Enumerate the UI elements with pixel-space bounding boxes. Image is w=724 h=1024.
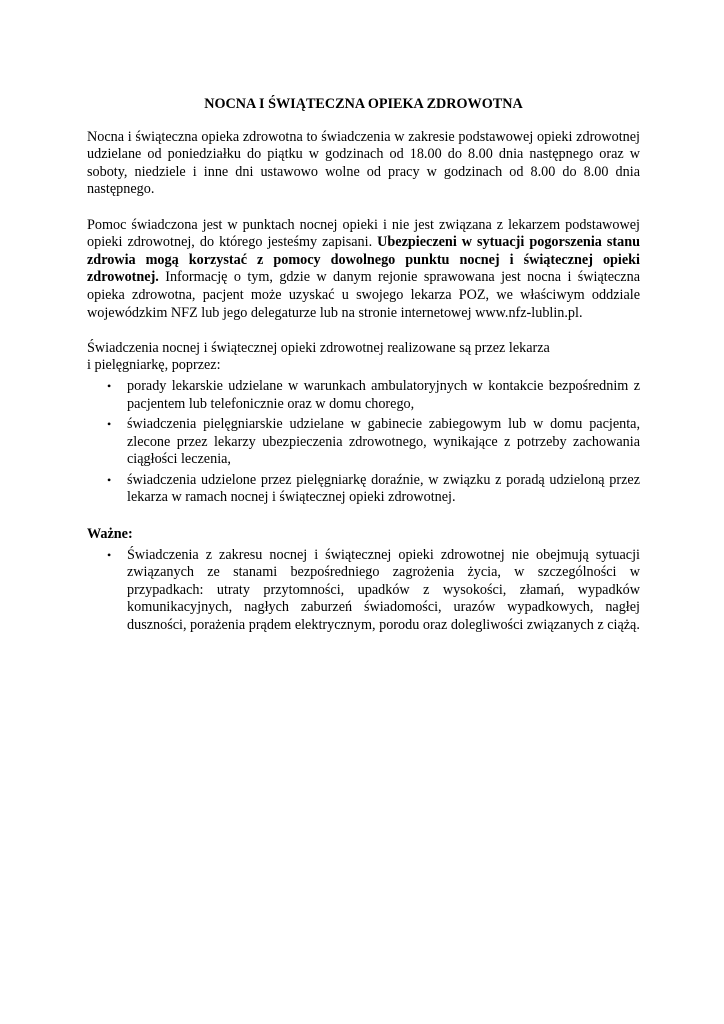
- paragraph-help-text-1: Pomoc świadczona jest w punktach nocnej opieki i nie jest związana z lekarzem podstawowej opieki zdrowotnej, do którego jesteśmy zapisani.: [87, 216, 640, 251]
- bullet-icon: •: [107, 417, 112, 432]
- paragraph-help-bold: Ubezpieczeni w sytuacji pogorszenia stanu zdrowia mogą korzystać z pomocy dowolnego punktu nocnej i świątecznej opieki zdrowotnej.: [87, 234, 640, 286]
- paragraph-help-text-2: Informację o tym, gdzie w danym rejonie sprawowana jest nocna i świąteczna opieka zdrowotna, pacjent może uzyskać u swojego lekarza POZ, we właściwym oddziale wojewódzkim NFZ lub jego delegaturze lub na stronie internetowej www.nfz-lublin.pl.: [87, 269, 640, 321]
- paragraph-help: [87, 217, 640, 323]
- paragraph-services-line-1: Świadczenia nocnej i świątecznej opieki zdrowotnej realizowane są przez lekarza: [87, 339, 550, 356]
- paragraph-intro: Nocna i świąteczna opieka zdrowotna to świadczenia w zakresie podstawowej opieki zdrowotnej udzielane od poniedziałku do piątku w godzinach od 18.00 do 8.00 dnia następnego oraz w soboty, niedziele i inne dni ustawowo wolne od pracy w godzinach od 8.00 do 8.00 dnia następnego.: [87, 128, 640, 198]
- list-item: [87, 416, 640, 469]
- list-item: [87, 472, 640, 507]
- list-item-text: Świadczenia z zakresu nocnej i świątecznej opieki zdrowotnej nie obejmują sytuacji związanych ze stanami bezpośredniego zagrożenia życia, w szczególności w przypadkach: utraty przytomności, upadków z wysokości, złamań, wypadków komunikacyjnych, nagłych zaburzeń świadomości, urazów wypadkowych, nagłej duszności, porażenia prądem elektrycznym, porodu oraz dolegliwości związanych z ciążą.: [127, 546, 640, 634]
- services-list: [87, 378, 640, 507]
- bullet-icon: •: [107, 378, 112, 393]
- list-item-text: porady lekarskie udzielane w warunkach ambulatoryjnych w kontakcie bezpośrednim z pacjentem lub telefonicznie oraz w domu chorego,: [127, 377, 640, 412]
- important-list: [87, 547, 640, 635]
- list-item-text: świadczenia pielęgniarskie udzielane w gabinecie zabiegowym lub w domu pacjenta, zlecone przez lekarzy ubezpieczenia zdrowotnego, wynikające z potrzeby zachowania ciągłości leczenia,: [127, 416, 640, 468]
- bullet-icon: •: [107, 547, 112, 562]
- paragraph-spacer: [87, 199, 640, 217]
- paragraph-spacer: [87, 322, 640, 340]
- list-item-text: świadczenia udzielone przez pielęgniarkę doraźnie, w związku z poradą udzieloną przez lekarza w ramach nocnej i świątecznej opieki zdrowotnej.: [127, 471, 640, 506]
- list-item: [87, 378, 640, 413]
- paragraph-services: [87, 340, 640, 375]
- important-heading: Ważne:: [87, 526, 133, 543]
- bullet-icon: •: [107, 472, 112, 487]
- document-page: [87, 96, 640, 638]
- page-title: NOCNA I ŚWIĄTECZNA OPIEKA ZDROWOTNA: [204, 96, 523, 112]
- list-item: [87, 547, 640, 635]
- paragraph-services-line-2: i pielęgniarkę, poprzez:: [87, 357, 221, 374]
